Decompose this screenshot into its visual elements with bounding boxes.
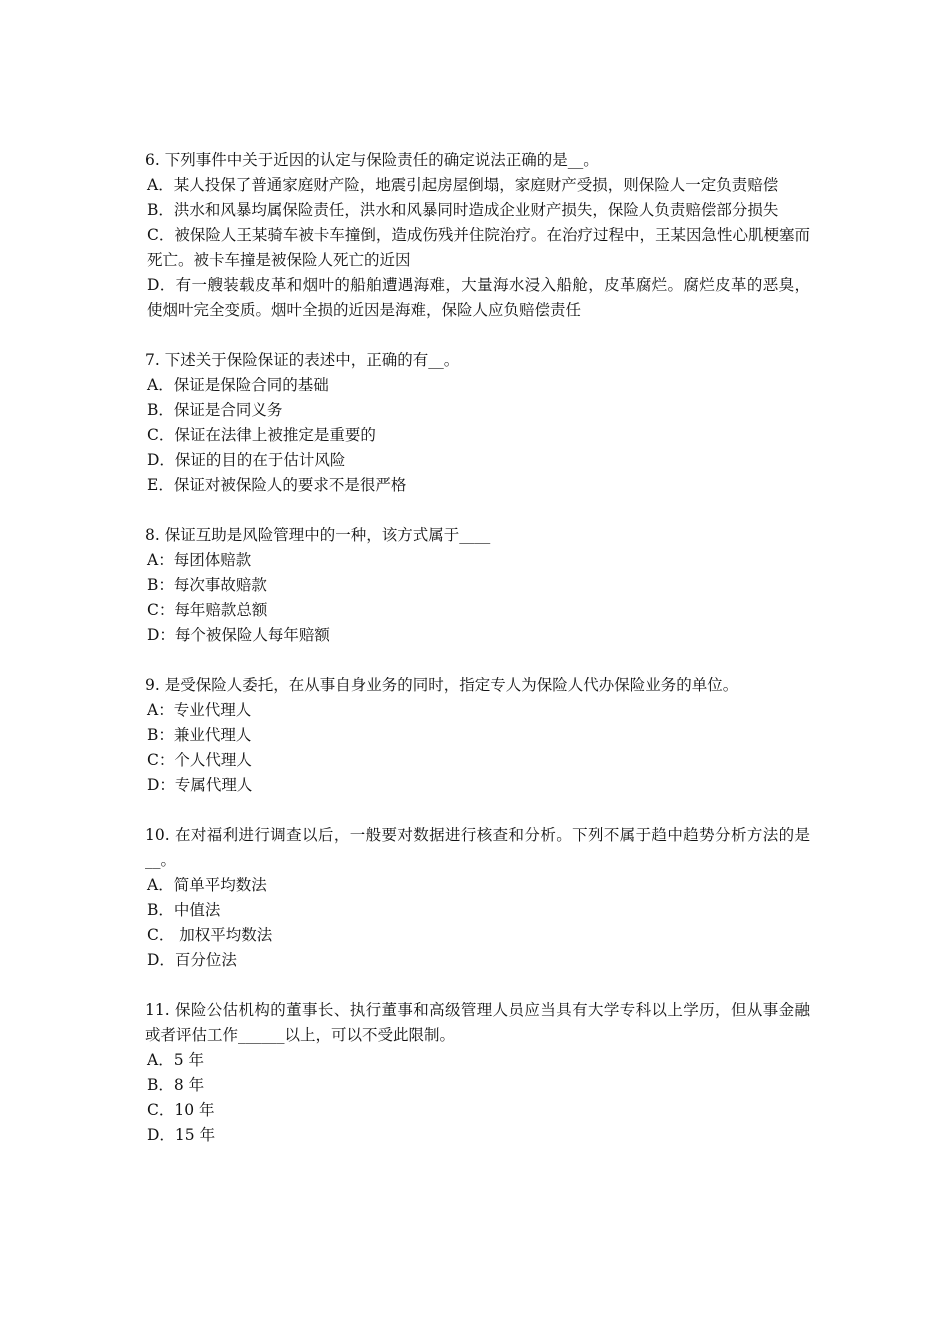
option-b: B．中值法 — [147, 901, 221, 919]
option-b: B：每次事故赔款 — [147, 576, 267, 594]
option-d: D．百分位法 — [147, 951, 237, 969]
option-a: A．保证是保险合同的基础 — [147, 376, 329, 394]
option-c: C．保证在法律上被推定是重要的 — [147, 426, 376, 444]
question-8 — [145, 523, 810, 648]
option-c: C． 加权平均数法 — [147, 926, 273, 944]
document-page — [145, 148, 810, 1173]
question-stem: 6. 下列事件中关于近因的认定与保险责任的确定说法正确的是__。 — [145, 151, 599, 169]
option-b: B：兼业代理人 — [147, 726, 252, 744]
option-a: A．某人投保了普通家庭财产险，地震引起房屋倒塌，家庭财产受损，则保险人一定负责赔偿 — [147, 176, 779, 194]
question-11 — [145, 998, 810, 1148]
question-10 — [145, 823, 810, 973]
question-stem: 9. 是受保险人委托，在从事自身业务的同时，指定专人为保险人代办保险业务的单位。 — [145, 676, 739, 694]
option-b: B．8 年 — [147, 1076, 205, 1094]
question-9 — [145, 673, 810, 798]
question-6 — [145, 148, 810, 323]
option-a: A：专业代理人 — [147, 701, 252, 719]
question-7 — [145, 348, 810, 498]
option-a: A：每团体赔款 — [147, 551, 252, 569]
option-a: A．5 年 — [147, 1051, 204, 1069]
option-b: B．洪水和风暴均属保险责任，洪水和风暴同时造成企业财产损失，保险人负责赔偿部分损失 — [147, 201, 779, 219]
question-stem: 11. 保险公估机构的董事长、执行董事和高级管理人员应当具有大学专科以上学历，但从事金融或者评估工作______以上，可以不受此限制。 — [145, 1001, 810, 1044]
option-d: D．有一艘装载皮革和烟叶的船舶遭遇海难，大量海水浸入船舱，皮革腐烂。腐烂皮革的恶臭，使烟叶完全变质。烟叶全损的近因是海难，保险人应负赔偿责任 — [147, 276, 810, 319]
option-d: D．15 年 — [147, 1126, 216, 1144]
question-stem: 7. 下述关于保险保证的表述中，正确的有__。 — [145, 351, 460, 369]
question-stem: 8. 保证互助是风险管理中的一种，该方式属于____ — [145, 526, 491, 544]
option-b: B．保证是合同义务 — [147, 401, 283, 419]
option-d: D：每个被保险人每年赔额 — [147, 626, 330, 644]
option-c: C．10 年 — [147, 1101, 215, 1119]
question-stem: 10. 在对福利进行调查以后，一般要对数据进行核查和分析。下列不属于趋中趋势分析方法的是__。 — [145, 826, 810, 869]
option-d: D：专属代理人 — [147, 776, 253, 794]
option-d: D．保证的目的在于估计风险 — [147, 451, 346, 469]
option-c: C：每年赔款总额 — [147, 601, 268, 619]
option-e: E．保证对被保险人的要求不是很严格 — [147, 476, 407, 494]
option-c: C．被保险人王某骑车被卡车撞倒，造成伤残并住院治疗。在治疗过程中，王某因急性心肌梗塞而死亡。被卡车撞是被保险人死亡的近因 — [147, 226, 810, 269]
option-a: A．简单平均数法 — [147, 876, 267, 894]
option-c: C：个人代理人 — [147, 751, 252, 769]
